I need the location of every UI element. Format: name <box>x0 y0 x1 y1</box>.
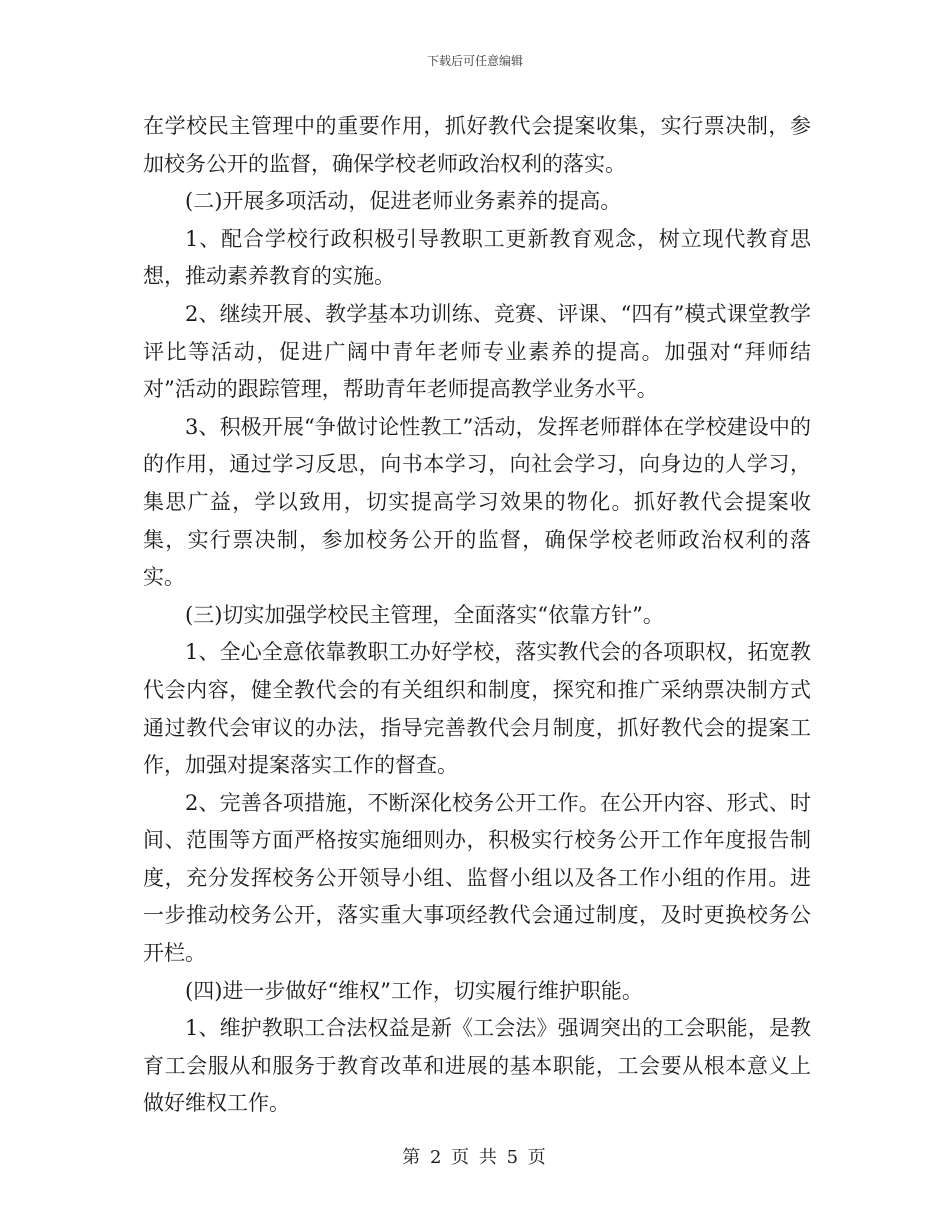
document-body <box>143 108 811 1123</box>
body-paragraph: 2、继续开展、教学基本功训练、竞赛、评课、“四有”模式课堂教学评比等活动，促进广阔中青年老师专业素养的提高。加强对“拜师结对”活动的跟踪管理，帮助青年老师提高教学业务水平。 <box>143 301 811 402</box>
body-paragraph: 1、配合学校行政积极引导教职工更新教育观念，树立现代教育思想，推动素养教育的实施。 <box>143 226 811 289</box>
section-heading: (二)开展多项活动，促进老师业务素养的提高。 <box>185 189 622 214</box>
body-paragraph: 在学校民主管理中的重要作用，抓好教代会提案收集，实行票决制，参加校务公开的监督，确保学校老师政治权利的落实。 <box>143 114 811 176</box>
body-paragraph: 2、完善各项措施，不断深化校务公开工作。在公开内容、形式、时间、范围等方面严格按实施细则办，积极实行校务公开工作年度报告制度，充分发挥校务公开领导小组、监督小组以及各工作小组的作用。进一步推动校务公开，落实重大事项经教代会通过制度，及时更换校务公开栏。 <box>143 790 811 966</box>
page-header: 下载后可任意编辑 <box>426 54 523 68</box>
body-paragraph: 1、维护教职工合法权益是新《工会法》强调突出的工会职能，是教育工会服从和服务于教育改革和进展的基本职能，工会要从根本意义上做好维权工作。 <box>143 1016 811 1116</box>
section-heading: (三)切实加强学校民主管理，全面落实“依靠方针”。 <box>185 602 664 627</box>
body-paragraph: 1、全心全意依靠教职工办好学校，落实教代会的各项职权，拓宽教代会内容，健全教代会的有关组织和制度，探究和推广采纳票决制方式通过教代会审议的办法，指导完善教代会月制度，抓好教代会的提案工作，加强对提案落实工作的督查。 <box>143 640 811 778</box>
page-number: 第 2 页 共 5 页 <box>402 1147 548 1168</box>
body-paragraph: 3、积极开展“争做讨论性教工”活动，发挥老师群体在学校建设中的的作用，通过学习反思，向书本学习，向社会学习，向身边的人学习，集思广益，学以致用，切实提高学习效果的物化。抓好教代会提案收集，实行票决制，参加校务公开的监督，确保学校老师政治权利的落实。 <box>143 414 811 590</box>
section-heading: (四)进一步做好“维权”工作，切实履行维护职能。 <box>185 978 643 1003</box>
